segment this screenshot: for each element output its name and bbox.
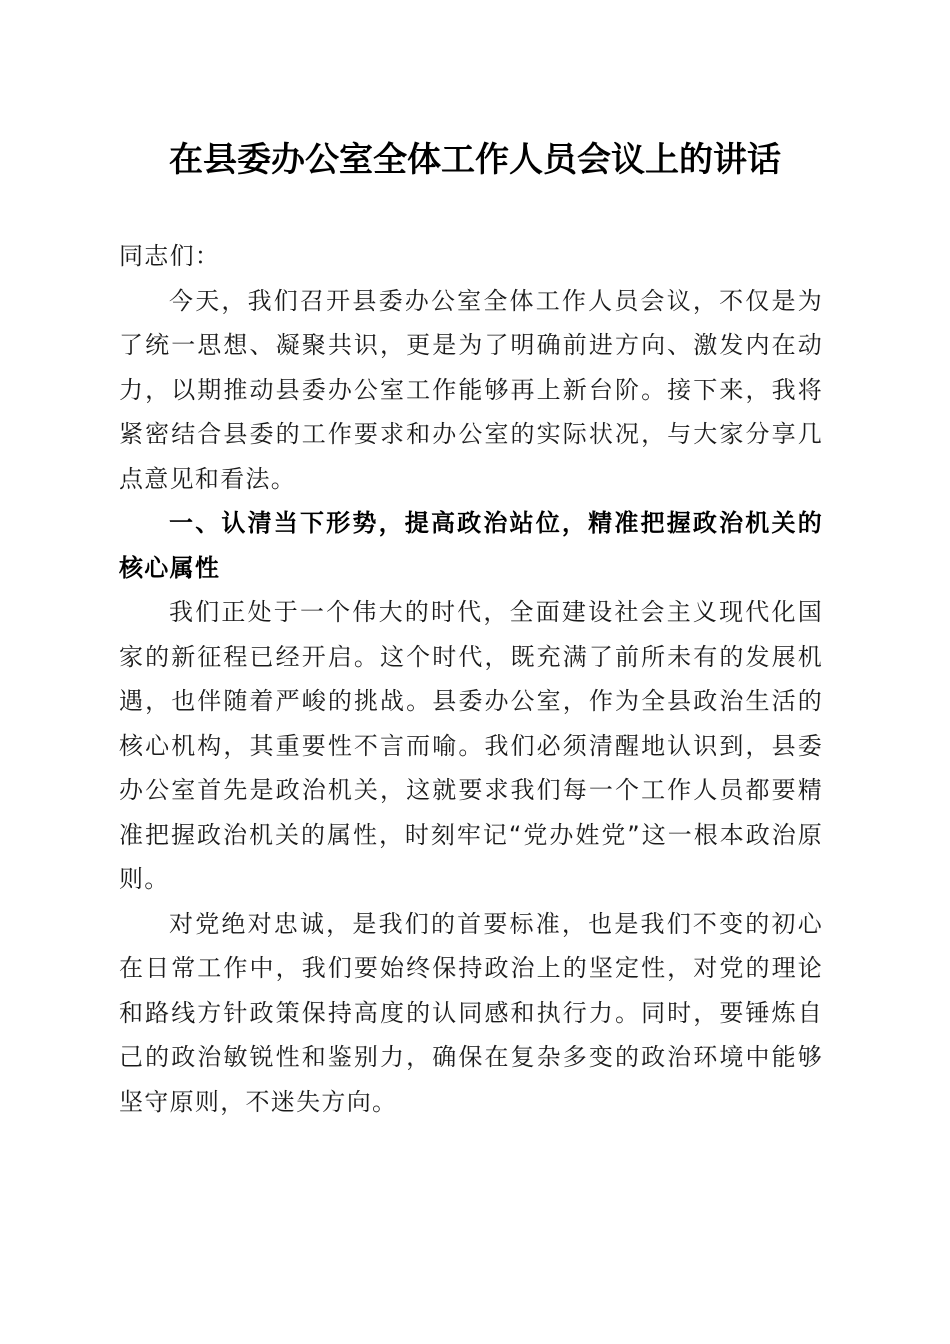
paragraph-intro: 今天，我们召开县委办公室全体工作人员会议，不仅是为了统一思想、凝聚共识，更是为了明确前进方向、激发内在动力，以期推动县委办公室工作能够再上新台阶。接下来，我将紧密结合县委的工作要求和办公室的实际状况，与大家分享几点意见和看法。	[119, 286, 823, 493]
document-body	[119, 234, 823, 1124]
page-title: 在县委办公室全体工作人员会议上的讲话	[169, 140, 781, 180]
salutation: 同志们：	[119, 242, 221, 270]
paragraph-situation: 我们正处于一个伟大的时代，全面建设社会主义现代化国家的新征程已经开启。这个时代，既充满了前所未有的发展机遇，也伴随着严峻的挑战。县委办公室，作为全县政治生活的核心机构，其重要性不言而喻。我们必须清醒地认识到，县委办公室首先是政治机关，这就要求我们每一个工作人员都要精准把握政治机关的属性，时刻牢记“党办姓党”这一根本政治原则。	[119, 598, 823, 893]
section-heading-1: 一、认清当下形势，提高政治站位，精准把握政治机关的核心属性	[119, 509, 823, 582]
paragraph-loyalty: 对党绝对忠诚，是我们的首要标准，也是我们不变的初心在日常工作中，我们要始终保持政治上的坚定性，对党的理论和路线方针政策保持高度的认同感和执行力。同时，要锤炼自己的政治敏锐性和鉴别力，确保在复杂多变的政治环境中能够坚守原则，不迷失方向。	[119, 909, 823, 1116]
